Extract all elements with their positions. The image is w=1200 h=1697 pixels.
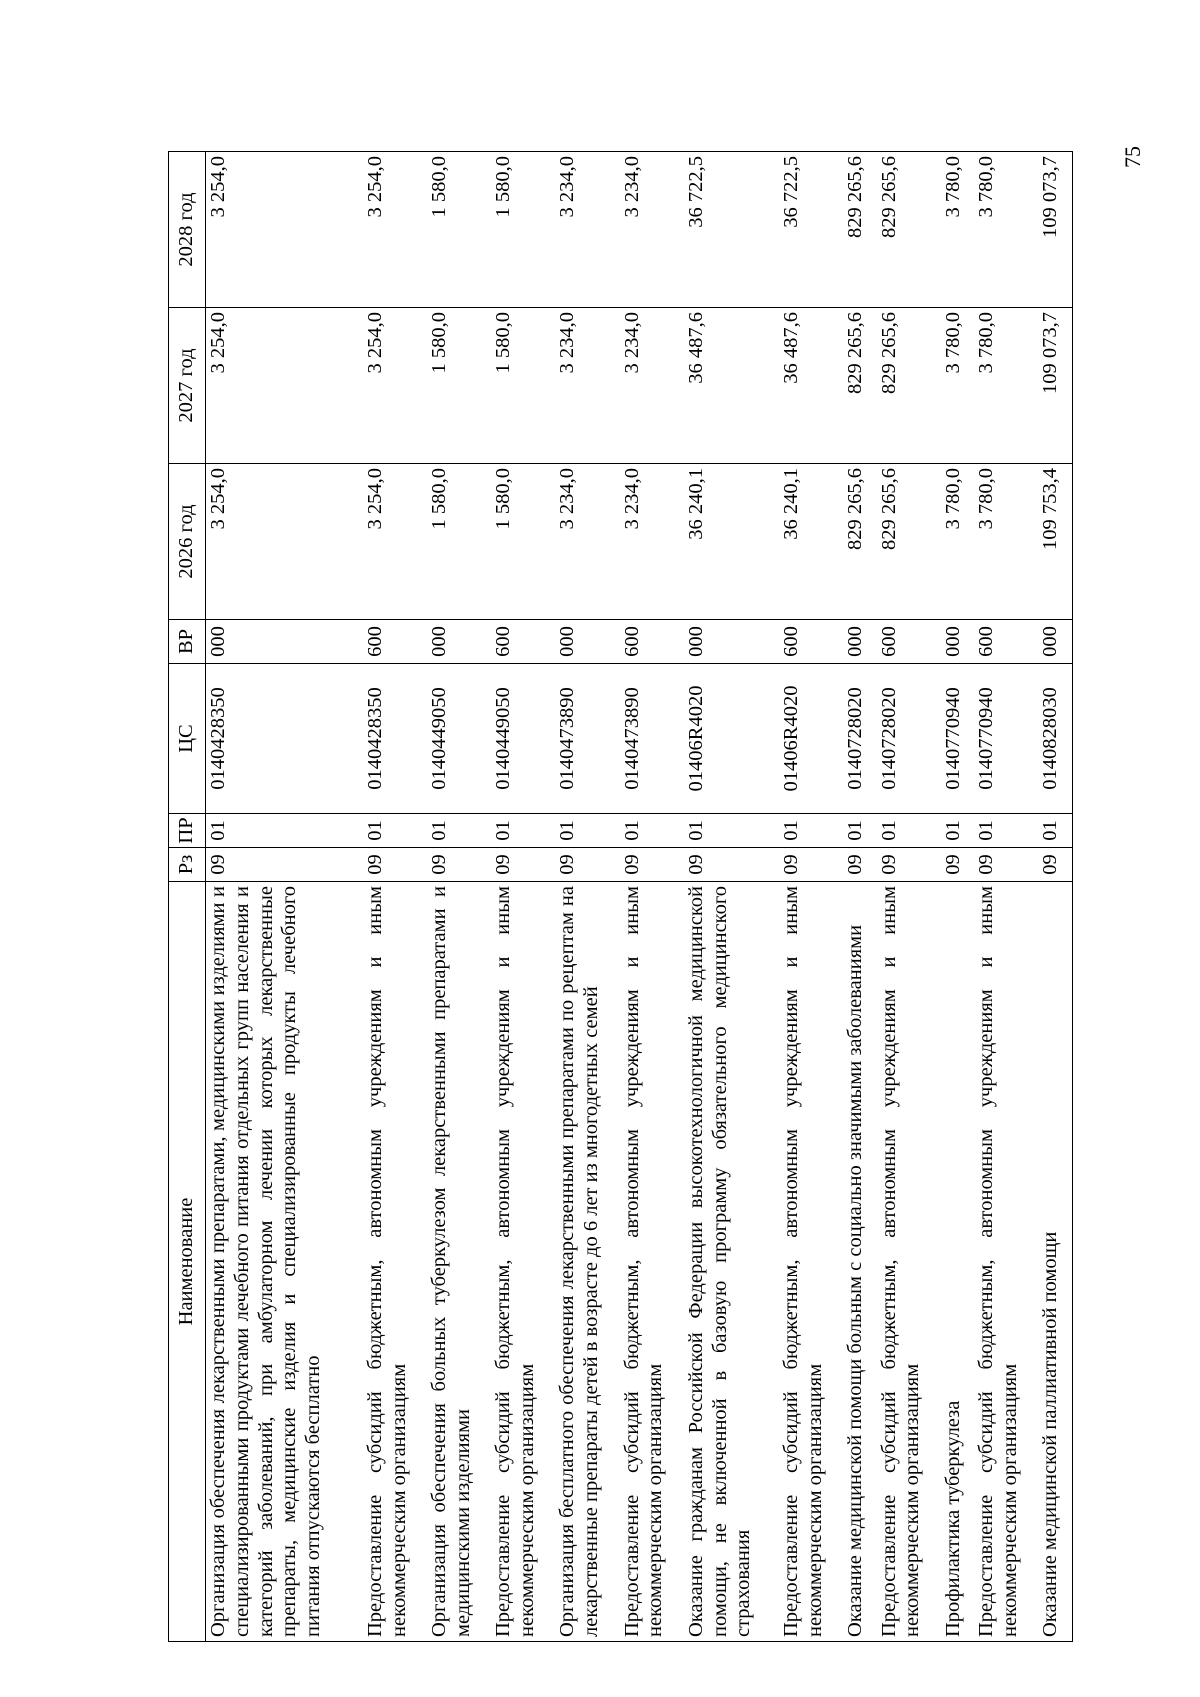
- row-vr: 000: [684, 620, 779, 664]
- row-2027: 3 780,0: [941, 308, 974, 464]
- row-pr: 01: [877, 814, 941, 848]
- row-vr: 000: [555, 620, 619, 664]
- table-row: [1038, 152, 1072, 1642]
- row-cs: 0140473890: [555, 664, 619, 814]
- row-rz: 09: [491, 848, 555, 882]
- table-header: [169, 152, 206, 1642]
- row-2027: 3 234,0: [620, 308, 684, 464]
- row-2027: 3 780,0: [974, 308, 1038, 464]
- row-vr: 600: [877, 620, 941, 664]
- table-row: [877, 152, 941, 1642]
- header-2026: 2026 год: [169, 464, 206, 620]
- row-2027: 3 234,0: [555, 308, 619, 464]
- row-2026: 3 234,0: [555, 464, 619, 620]
- row-2028: 36 722,5: [684, 152, 779, 308]
- row-name: Организация бесплатного обеспечения лекарственными препаратами по рецептам на лекарственные препараты детей в возрасте до 6 лет из многодетных семей: [555, 882, 619, 1642]
- row-rz: 09: [684, 848, 779, 882]
- row-2026: 829 265,6: [877, 464, 941, 620]
- row-pr: 01: [555, 814, 619, 848]
- row-2027: 829 265,6: [843, 308, 876, 464]
- row-cs: 0140428350: [363, 664, 427, 814]
- row-rz: 09: [620, 848, 684, 882]
- row-pr: 01: [491, 814, 555, 848]
- row-2026: 1 580,0: [427, 464, 491, 620]
- row-2028: 3 234,0: [620, 152, 684, 308]
- page-number: 75: [1120, 146, 1145, 168]
- table-row: [427, 152, 491, 1642]
- row-name: Профилактика туберкулеза: [941, 882, 974, 1642]
- row-2027: 1 580,0: [491, 308, 555, 464]
- row-name: Оказание медицинской паллиативной помощи: [1038, 882, 1072, 1642]
- row-cs: 0140770940: [941, 664, 974, 814]
- row-cs: 0140728020: [877, 664, 941, 814]
- row-2027: 36 487,6: [779, 308, 843, 464]
- row-2028: 3 234,0: [555, 152, 619, 308]
- header-rz: Рз: [169, 848, 206, 882]
- row-2027: 829 265,6: [877, 308, 941, 464]
- row-cs: 0140728020: [843, 664, 876, 814]
- table-row: [843, 152, 876, 1642]
- row-2028: 3 780,0: [941, 152, 974, 308]
- row-2026: 3 780,0: [974, 464, 1038, 620]
- row-2028: 36 722,5: [779, 152, 843, 308]
- header-cs: ЦС: [169, 664, 206, 814]
- row-vr: 000: [843, 620, 876, 664]
- row-cs: 0140828030: [1038, 664, 1072, 814]
- row-2028: 3 254,0: [363, 152, 427, 308]
- row-name: Организация обеспечения лекарственными препаратами, медицинскими изделиями и специализированными продуктами лечебного питания отдельных групп населения и категорий заболеваний, при амбулаторном лечении которых лекарственные препараты, медицинские изделия и специализированные продукты лечебного питания отпускаются бесплатно: [206, 882, 363, 1642]
- row-rz: 09: [206, 848, 363, 882]
- table-body: [206, 152, 1073, 1642]
- row-rz: 09: [427, 848, 491, 882]
- row-rz: 09: [843, 848, 876, 882]
- row-rz: 09: [1038, 848, 1072, 882]
- row-rz: 09: [363, 848, 427, 882]
- row-vr: 000: [1038, 620, 1072, 664]
- header-pr: ПР: [169, 814, 206, 848]
- row-cs: 0140473890: [620, 664, 684, 814]
- row-2026: 829 265,6: [843, 464, 876, 620]
- row-2028: 829 265,6: [877, 152, 941, 308]
- budget-table: [168, 151, 1073, 1642]
- row-name: Организация обеспечения больных туберкулезом лекарственными препаратами и медицинскими изделиями: [427, 882, 491, 1642]
- row-vr: 000: [427, 620, 491, 664]
- row-pr: 01: [941, 814, 974, 848]
- row-rz: 09: [555, 848, 619, 882]
- table-row: [620, 152, 684, 1642]
- row-rz: 09: [779, 848, 843, 882]
- row-2026: 1 580,0: [491, 464, 555, 620]
- row-2026: 3 254,0: [363, 464, 427, 620]
- table-row: [555, 152, 619, 1642]
- row-rz: 09: [877, 848, 941, 882]
- row-cs: 01406R4020: [779, 664, 843, 814]
- row-2027: 3 254,0: [206, 308, 363, 464]
- row-pr: 01: [363, 814, 427, 848]
- row-cs: 0140449050: [427, 664, 491, 814]
- table-row: [684, 152, 779, 1642]
- table-row: [491, 152, 555, 1642]
- table-row: [974, 152, 1038, 1642]
- row-2026: 36 240,1: [684, 464, 779, 620]
- table-row: [779, 152, 843, 1642]
- row-2027: 3 254,0: [363, 308, 427, 464]
- row-2028: 1 580,0: [491, 152, 555, 308]
- row-name: Предоставление субсидий бюджетным, автономным учреждениям и иным некоммерческим организациям: [974, 882, 1038, 1642]
- header-2028: 2028 год: [169, 152, 206, 308]
- row-rz: 09: [941, 848, 974, 882]
- row-2028: 3 780,0: [974, 152, 1038, 308]
- row-2026: 3 234,0: [620, 464, 684, 620]
- row-2028: 109 073,7: [1038, 152, 1072, 308]
- table-row: [941, 152, 974, 1642]
- row-cs: 01406R4020: [684, 664, 779, 814]
- row-2027: 1 580,0: [427, 308, 491, 464]
- row-2026: 3 780,0: [941, 464, 974, 620]
- row-vr: 600: [363, 620, 427, 664]
- row-pr: 01: [206, 814, 363, 848]
- row-pr: 01: [779, 814, 843, 848]
- row-cs: 0140770940: [974, 664, 1038, 814]
- header-vr: ВР: [169, 620, 206, 664]
- row-pr: 01: [620, 814, 684, 848]
- row-2028: 1 580,0: [427, 152, 491, 308]
- row-vr: 600: [974, 620, 1038, 664]
- row-2027: 109 073,7: [1038, 308, 1072, 464]
- table-row: [363, 152, 427, 1642]
- table-row: [206, 152, 363, 1642]
- row-name: Предоставление субсидий бюджетным, автономным учреждениям и иным некоммерческим организациям: [363, 882, 427, 1642]
- row-vr: 000: [206, 620, 363, 664]
- row-name: Оказание гражданам Российской Федерации высокотехнологичной медицинской помощи, не включенной в базовую программу обязательного медицинского страхования: [684, 882, 779, 1642]
- row-name: Оказание медицинской помощи больным с социально значимыми заболеваниями: [843, 882, 876, 1642]
- row-2026: 3 254,0: [206, 464, 363, 620]
- budget-table-sheet: [168, 152, 1073, 1642]
- row-vr: 600: [491, 620, 555, 664]
- row-2026: 36 240,1: [779, 464, 843, 620]
- row-cs: 0140449050: [491, 664, 555, 814]
- row-2027: 36 487,6: [684, 308, 779, 464]
- row-pr: 01: [427, 814, 491, 848]
- header-name: Наименование: [169, 882, 206, 1642]
- row-pr: 01: [1038, 814, 1072, 848]
- row-2028: 829 265,6: [843, 152, 876, 308]
- header-2027: 2027 год: [169, 308, 206, 464]
- row-pr: 01: [684, 814, 779, 848]
- row-name: Предоставление субсидий бюджетным, автономным учреждениям и иным некоммерческим организациям: [620, 882, 684, 1642]
- row-name: Предоставление субсидий бюджетным, автономным учреждениям и иным некоммерческим организациям: [779, 882, 843, 1642]
- row-vr: 600: [620, 620, 684, 664]
- row-2026: 109 753,4: [1038, 464, 1072, 620]
- row-vr: 000: [941, 620, 974, 664]
- row-name: Предоставление субсидий бюджетным, автономным учреждениям и иным некоммерческим организациям: [491, 882, 555, 1642]
- row-name: Предоставление субсидий бюджетным, автономным учреждениям и иным некоммерческим организациям: [877, 882, 941, 1642]
- row-pr: 01: [843, 814, 876, 848]
- row-rz: 09: [974, 848, 1038, 882]
- row-pr: 01: [974, 814, 1038, 848]
- row-2028: 3 254,0: [206, 152, 363, 308]
- row-vr: 600: [779, 620, 843, 664]
- row-cs: 0140428350: [206, 664, 363, 814]
